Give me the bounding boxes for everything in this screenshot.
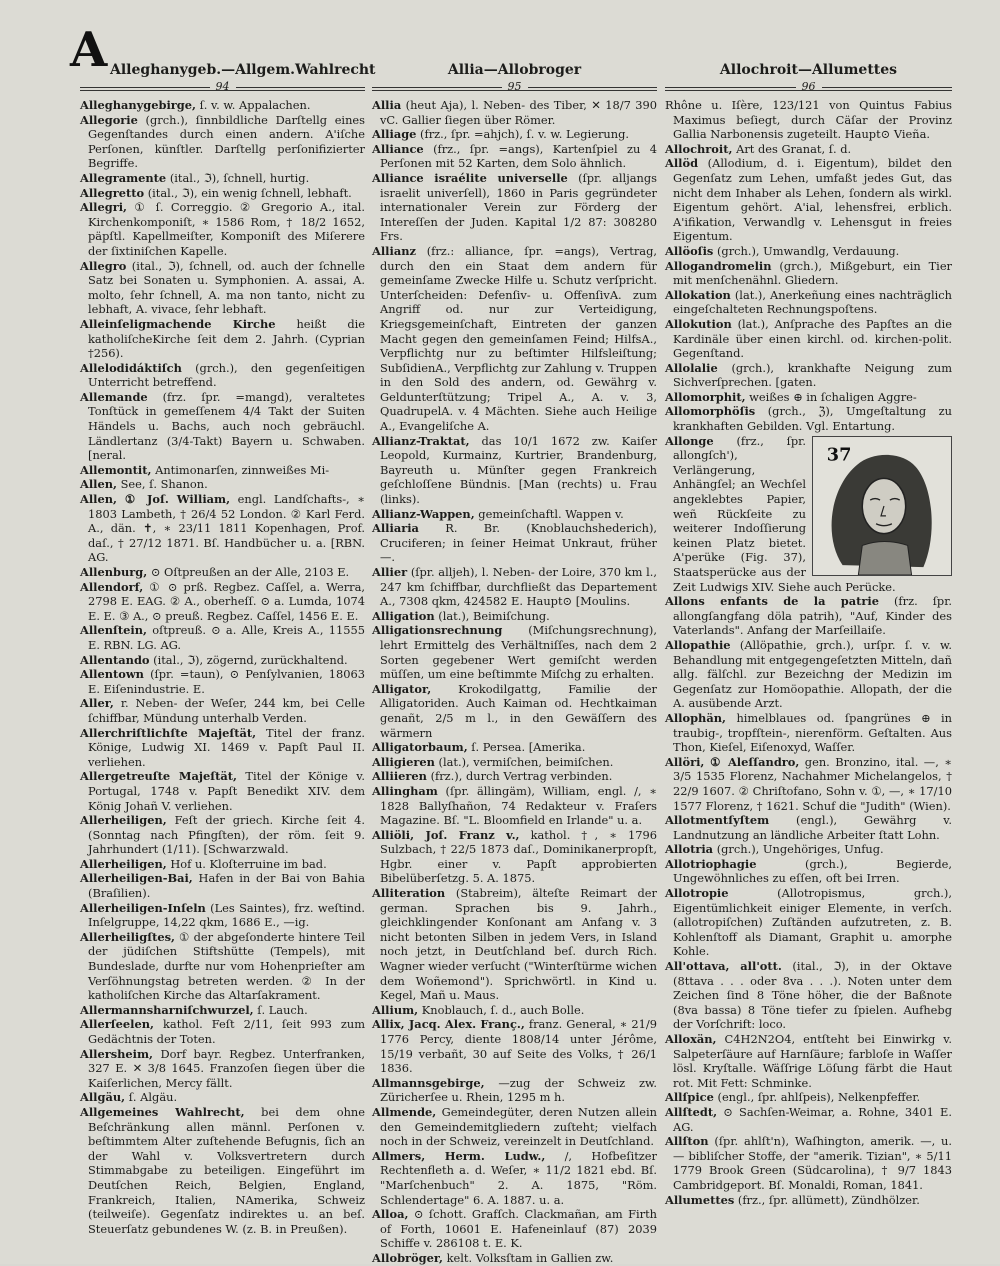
entry-definition: (ital., ℑ), zögernd, zurückhaltend. <box>153 652 348 667</box>
entry-definition: Antimonarſen, zinnweißes Mi- <box>155 462 330 477</box>
entry-headword: Alliieren <box>372 769 427 784</box>
entry-headword: Allotmentſyſtem <box>665 813 770 828</box>
dictionary-entry <box>80 492 365 565</box>
entry-definition: (frz.: alliance, ſpr. =angs), Vertrag, durch den ein Staat dem andern für gemeinſame Zwecke Hilfe u. Schutz verſpricht. Unterſcheiden: Defenſiv- u. OffenſivA. zum Angriff od. nur zur Verteidigung, Kriegsgemeinſchaft, Eintreten der ganzen Macht gegen den gemeinſamen Feind; HilfsA., Verpflichtg nur zu beſtimter Hilfsleiſtung; SubſidienA., Verpflichtg zur Zahlung v. Truppen in den Sold des andern, od. Gewährg v. Geldunterſtützung; Tripel A., A. v. 3, QuadrupelA. v. 4 Mächten. Siehe auch Heilige A., Evangeliſche A. <box>380 243 658 434</box>
entry-definition: (Allöpathie, grch.), urſpr. ſ. v. w. Behandlung mit entgegengeſetzten Mitteln, dañ allg. fälſchl. zur Bezeichng der Medizin im Gegenſatz zur Homöopathie. Allopath, der die A. ausübende Arzt. <box>673 637 953 711</box>
dictionary-entry <box>372 1105 657 1149</box>
entry-definition: Hafen in der Bai von Bahia (Braſilien). <box>88 871 365 901</box>
dictionary-entry <box>665 259 952 288</box>
entry-definition: (ſpr. alljangs israelit univerſell), 1860 in Paris gegründeter internationaler Verein zur Förderg der Intereſſen der Juden. Kapital 1/2 87: 308280 Frs. <box>380 170 658 244</box>
entry-headword: Allotria <box>665 842 714 857</box>
entry-definition: (grch.), Ungehöriges, Unfug. <box>716 842 884 857</box>
dictionary-entry <box>372 1207 657 1251</box>
dictionary-entry <box>80 477 365 492</box>
entry-definition: (engl.), Gewährg v. Landnutzung an ländliche Arbeiter ſtatt Lohn. <box>673 813 952 842</box>
dictionary-entry <box>80 1105 365 1236</box>
entry-definition: (ital., ℑ), ſchnell, od. auch der ſchnelle Satz bei Sonaten u. Symphonien. A. assai, A. molto, ſehr ſchnell, A. ma non tanto, nicht zu lebhaft, A. vivace, ſehr lebhaft. <box>88 258 365 317</box>
column-header: Allochroit—Allumettes <box>719 62 898 78</box>
entry-definition: See, ſ. Shanon. <box>120 477 208 492</box>
dictionary-entry <box>80 186 365 201</box>
dictionary-entry <box>665 842 952 857</box>
entry-headword: Allianz <box>372 243 416 258</box>
dictionary-entry <box>372 1149 657 1207</box>
entry-definition: (frz. ſpr. allongſangfang döla patrih), "Auf, Kinder des Vaterlands". Anfang der Marſeillaiſe. <box>673 594 953 638</box>
entry-headword: Allia <box>372 98 402 112</box>
entry-headword: Allogandromelin <box>665 258 772 273</box>
entry-headword: Allöd <box>665 156 699 171</box>
entry-headword: Allerſeelen, <box>80 1017 154 1032</box>
entry-definition: ① der abgeſonderte hintere Teil der jüdiſchen Stiftshütte (Tempels), mit Bundeslade, durfte nur vom Hohenprieſter am Verſöhnungstag betreten werden. ② In der katholiſchen Kirche das Altarſakrament. <box>88 929 365 1003</box>
entry-definition: Rhône u. Iſère, 123/121 von Quintus Fabius Maximus beſiegt, durch Cäſar der Provinz Gallia Narbonensis zugeteilt. Haupt⊙ Vieña. <box>665 98 952 142</box>
entry-headword: Allumettes <box>665 1192 735 1207</box>
figure-number: 37 <box>826 444 852 466</box>
entry-headword: Alloa, <box>372 1207 409 1222</box>
entry-definition: (grch.), Umwandlg, Verdauung. <box>716 243 900 258</box>
dictionary-entry <box>665 317 952 361</box>
entry-definition: Titel der franz. Könige, Ludwig XI. 1469 v. Papſt Paul II. verliehen. <box>88 725 365 769</box>
dictionary-entry <box>372 609 657 624</box>
entry-headword: Allergetreuſte Majeſtät, <box>80 769 238 784</box>
entry-definition: (Allotropismus, grch.), Eigentümlichkeit einiger Elemente, in verſch. (allotropiſchen) Zuſtänden aufzutreten, z. B. Kohlenſtoff als Diamant, Graphit u. amorphe Kohle. <box>673 886 952 959</box>
dictionary-entry <box>665 244 952 259</box>
entry-headword: Allokation <box>665 287 731 302</box>
dictionary-entry <box>80 390 365 463</box>
dictionary-entry <box>372 623 657 681</box>
dictionary-entry <box>372 828 657 886</box>
entry-definition: (lat.), Beimiſchung. <box>438 608 550 623</box>
dictionary-entry <box>665 594 952 638</box>
page-number: 96 <box>665 80 952 94</box>
dictionary-entry <box>665 813 952 842</box>
entry-headword: Allentando <box>80 652 150 667</box>
dictionary-entry <box>372 1251 657 1266</box>
dictionary-entry <box>372 142 657 171</box>
entry-headword: Allenburg, <box>80 565 148 579</box>
entry-headword: Allegretto <box>80 185 145 200</box>
entry-headword: Allenſtein, <box>80 623 148 638</box>
entry-headword: Allopathie <box>665 637 731 652</box>
entry-definition: (grch.), ſinnbildliche Darſtellg eines Gegenſtandes durch einen andern. A'iſche Perſonen, künſtler. Darſtellg perſonifizierter Begriffe. <box>88 112 366 171</box>
entry-headword: Allianz-Traktat, <box>372 433 470 448</box>
entry-definition: himelblaues od. ſpangrünes ⊕ in traubig-, tropfſtein-, nierenförm. Geſtalten. Aus Thon, Kieſel, Eiſenoxyd, Waſſer. <box>673 710 953 755</box>
dictionary-entry <box>80 901 365 930</box>
dictionary-entry <box>665 1105 952 1134</box>
dictionary-entry <box>80 667 365 696</box>
entry-headword: Allons enfants de la patrie <box>665 594 879 609</box>
dictionary-entry <box>372 769 657 784</box>
entry-headword: Allomorphit, <box>665 389 746 404</box>
entry-headword: Allen, ① Joſ. William, <box>80 492 231 507</box>
entry-list <box>80 98 365 1236</box>
entry-headword: Allendorf, <box>80 579 144 594</box>
entry-definition: kathol. †, ∗ 1796 Sulzbach, † 22/5 1873 daſ., Dominikanerpropſt, Hgbr. einer v. Papſt approbierten Bibelüberſetzg. 5. A. 1875. <box>380 827 657 886</box>
entry-headword: Alligationsrechnung <box>372 623 503 638</box>
entry-headword: Alliage <box>372 127 417 142</box>
dictionary-entry <box>80 200 365 258</box>
entry-headword: Allerheiligen, <box>80 856 167 871</box>
entry-definition: (ital., ℑ), ſchnell, hurtig. <box>169 170 310 185</box>
column-2 <box>372 60 657 1266</box>
dictionary-entry <box>665 288 952 317</box>
entry-definition: ① ⊙ prß. Regbez. Caſſel, a. Werra, 2798 E. EAG. ② A., oberheſſ. ⊙ a. Lumda, 1074 E. E. ③ A., ⊙ preuß. Regbez. Caſſel, 1456 E. E. <box>88 579 365 623</box>
entry-headword: Allokution <box>665 316 732 331</box>
entry-list <box>665 98 952 1207</box>
dictionary-entry <box>665 1193 952 1208</box>
entry-headword: Allobröger, <box>372 1250 444 1265</box>
page-number: 94 <box>80 80 365 94</box>
entry-headword: Allegro <box>80 258 127 273</box>
entry-headword: Allöri, ① Aleſſandro, <box>665 754 800 769</box>
entry-headword: Allgemeines Wahlrecht, <box>80 1104 245 1119</box>
dictionary-entry <box>665 1134 952 1192</box>
entry-definition: (ſpr. =taun), ⊙ Penſylvanien, 18063 E. Eiſenindustrie. E. <box>88 667 366 696</box>
dictionary-entry <box>372 507 657 522</box>
entry-definition: (ſpr. ahlſt'n), Waſhington, amerik. —, u. — bibliſcher Stoffe, der "amerik. Tizian", ∗ 5/11 1779 Brook Green (Südcarolina), † 9/7 1843 Cambridgeport. Bſ. Monaldi, Roman, 1841. <box>673 1134 952 1192</box>
dictionary-entry <box>80 1047 365 1091</box>
dictionary-entry <box>665 98 952 142</box>
entry-headword: Aller, <box>80 696 114 711</box>
entry-definition: (Les Saintes), frz. weſtind. Inſelgruppe, 14,22 qkm, 1686 E., —ig. <box>88 900 365 930</box>
entry-definition: R. Br. (Knoblauchshederich), Cruciferen; in ſeiner Heimat Unkraut, früher —. <box>380 521 658 565</box>
entry-definition: ⊙ Sachſen-Weimar, a. Rohne, 3401 E. AG. <box>673 1104 952 1134</box>
entry-definition: ⊙ Oſtpreußen an der Alle, 2103 E. <box>150 565 350 579</box>
entry-definition: (frz. ſpr. =mangd), veraltetes Tonſtück in gemeſſenem 4/4 Takt der Suiten Händels u. Bachs, auch noch gebräuchl. Ländlertanz (3/4-Takt) Bayern u. Schwaben. [neral. <box>88 389 365 463</box>
entry-definition: ⊙ ſchott. Grafſch. Clackmañan, am Firth of Forth, 10601 E. Hafeneinlauf (87) 2039 Schiffe v. 286108 t. E. K. <box>380 1207 658 1251</box>
dictionary-entry <box>372 521 657 565</box>
entry-definition: C4H2N2O4, entſteht bei Einwirkg v. Salpeterſäure auf Harnſäure; farbloſe in Waſſer lösl. Kryſtalle. Wäſſrige Löſung färbt die Haut rot. Mit Fett: Schminke. <box>673 1032 952 1090</box>
entry-definition: (frz., ſpr. =angs), Kartenſpiel zu 4 Perſonen mit 52 Karten, dem Solo ähnlich. <box>380 141 658 171</box>
entry-headword: Allotriophagie <box>665 856 757 871</box>
entry-definition: Hof u. Kloſterruine im bad. <box>170 856 327 871</box>
dictionary-entry <box>80 1003 365 1018</box>
dictionary-entry <box>80 623 365 652</box>
dictionary-entry <box>80 769 365 813</box>
page-number: 95 <box>372 80 657 94</box>
entry-definition: (grch.), den gegenſeitigen Unterricht betreffend. <box>88 360 365 390</box>
entry-definition: (lat.), vermiſchen, beimiſchen. <box>438 754 614 769</box>
entry-headword: Allianz-Wappen, <box>372 506 475 521</box>
entry-headword: Allemande <box>80 389 148 404</box>
dictionary-entry <box>80 1017 365 1046</box>
entry-headword: Alleinſeligmachende Kirche <box>80 316 276 331</box>
dictionary-entry <box>372 1003 657 1018</box>
entry-headword: Allium, <box>372 1002 419 1017</box>
entry-headword: Allentown <box>80 667 144 682</box>
entry-headword: Allochroit, <box>665 141 733 156</box>
entry-definition: gen. Bronzino, ital. —, ∗ 3/5 1535 Florenz, Nachahmer Michelangelos, † 22/9 1607. ② Chriſtofano, Sohn v. ①, —, ∗ 17/10 1577 Florenz, † 1621. Schuf die "Judith" (Wien). <box>673 754 952 813</box>
dictionary-entry <box>665 361 952 390</box>
dictionary-entry <box>80 565 365 580</box>
dictionary-entry <box>665 142 952 157</box>
entry-headword: Allerchriſtlichſte Majeſtät, <box>80 725 257 740</box>
entry-definition: ſ. Algäu. <box>128 1090 178 1105</box>
entry-headword: Allegramente <box>80 170 167 185</box>
dictionary-entry <box>665 959 952 1032</box>
dictionary-entry <box>80 113 365 171</box>
entry-definition: (ſpr. ällingäm), William, engl. /, ∗ 1828 Ballyſhañon, 74 Redakteur v. Fraſers Magazine. Bſ. "L. Bloomfield en Irlande" u. a. <box>380 783 658 828</box>
entry-headword: Allotropie <box>665 886 729 901</box>
dictionary-entry <box>80 317 365 361</box>
entry-headword: Alligatorbaum, <box>372 740 468 755</box>
entry-headword: Allolalie <box>665 360 718 375</box>
entry-headword: Allerheiligen, <box>80 813 167 828</box>
entry-definition: ſ. Persea. [Amerika. <box>471 740 586 755</box>
dictionary-entry <box>665 390 952 405</box>
dictionary-entry <box>80 653 365 668</box>
entry-headword: Alligator, <box>372 681 432 696</box>
entry-headword: Alliance <box>372 141 424 156</box>
entry-definition: Krokodilgattg, Familie der Alligatoriden. Auch Kaiman od. Hechtkaiman genañt, 2/5 m l., in den Gewäſſern des wärmern <box>380 681 657 740</box>
entry-headword: Allſpice <box>665 1090 714 1105</box>
entry-definition: (grch., ℨ), Umgeſtaltung zu krankhaften Gebilden. Vgl. Entartung. <box>673 404 952 434</box>
entry-headword: Allſtedt, <box>665 1104 718 1119</box>
dictionary-entry <box>665 638 952 711</box>
entry-definition: (grch.), Begierde, Ungewöhnliches zu eſſen, oft bei Irren. <box>673 856 953 886</box>
dictionary-entry <box>372 886 657 1003</box>
entry-definition: engl. Landſchafts-, ∗ 1803 Lambeth, † 26/4 52 London. ② Karl Ferd. A., dän. ✝, ∗ 23/11 1811 Kopenhagen, Prof. daſ., † 27/12 1871. Bſ. Handbücher u. a. [RBN. AG. <box>88 492 365 565</box>
dictionary-entry <box>80 696 365 725</box>
entry-definition: —zug der Schweiz zw. Züricherſee u. Rhein, 1295 m h. <box>380 1075 657 1105</box>
entry-headword: Alliance israélite universelle <box>372 170 568 185</box>
entry-definition: kathol. Feſt 2/11, ſeit 993 zum Gedächtnis der Toten. <box>88 1017 366 1046</box>
dictionary-entry <box>665 156 952 244</box>
entry-definition: ſ. v. w. Appalachen. <box>199 98 311 112</box>
entry-definition: Knoblauch, ſ. d., auch Bolle. <box>421 1002 585 1017</box>
dictionary-entry <box>80 463 365 478</box>
entry-headword: Allmannsgebirge, <box>372 1075 485 1090</box>
entry-headword: Allingham <box>372 783 438 798</box>
entry-definition: r. Neben- der Weſer, 244 km, bei Celle ſchiffbar, Mündung unterhalb Verden. <box>88 696 365 725</box>
entry-headword: Allerheiligſtes, <box>80 929 176 944</box>
entry-headword: Allerheiligen-Inſeln <box>80 900 206 915</box>
dictionary-entry <box>80 361 365 390</box>
entry-headword: Alliöli, Joſ. Franz v., <box>372 827 520 842</box>
entry-headword: Alloxän, <box>665 1032 717 1046</box>
dictionary-entry <box>372 740 657 755</box>
entry-headword: Allier <box>372 565 408 579</box>
dictionary-entry <box>372 171 657 244</box>
entry-definition: (frz.), durch Vertrag verbinden. <box>430 769 613 784</box>
entry-headword: Allemontit, <box>80 462 152 477</box>
entry-definition: Gemeindegüter, deren Nutzen allein den Gemeindemitgliedern zuſteht; vielfach noch in der Schweiz, vereinzelt in Deutſchland. <box>380 1104 658 1149</box>
column-1 <box>80 60 376 1236</box>
dictionary-entry <box>665 1032 952 1090</box>
dictionary-entry <box>665 755 952 813</box>
entry-definition: das 10/1 1672 zw. Kaiſer Leopold, Kurmainz, Kurtrier, Brandenburg, Bayreuth u. Münſter gegen Frankreich geſchloſſene Bündnis. [Man (rechts) u. Frau (links). <box>380 433 658 507</box>
entry-headword: Allmers, Herm. Ludw., <box>372 1148 546 1163</box>
dictionary-entry <box>665 886 952 959</box>
entry-headword: Allegorie <box>80 112 138 127</box>
entry-headword: Allöoſis <box>665 243 714 258</box>
entry-definition: gemeinſchaftl. Wappen v. <box>478 506 624 521</box>
dictionary-entry <box>372 1017 657 1075</box>
entry-definition: (grch.), Mißgeburt, ein Tier mit menſchenähnl. Gliedern. <box>673 258 952 288</box>
entry-definition: (ſpr. alljeh), l. Neben- der Loire, 370 km l., 247 km ſchiffbar, durchfließt das Departement A., 7308 qkm, 424582 E. Haupt⊙ [Moulins. <box>380 565 657 609</box>
entry-definition: bei dem ohne Beſchränkung allen männl. Perſonen v. beſtimmtem Alter zuſtehende Befugnis, ſich an der Wahl v. Volksvertretern durch Stimmabgabe zu beteiligen. Eingeführt im Deutſchen Reich, Belgien, England, Frankreich, Italien, NAmerika, Schweiz (teilweiſe). Gegenſatz indirektes u. an beſ. Steuerſatz gebundenes W. (z. B. in Preußen). <box>88 1104 365 1236</box>
allonge-wig-portrait-figure <box>812 436 952 576</box>
dictionary-entry <box>665 434 952 595</box>
column-3 <box>665 60 952 1207</box>
dictionary-entry <box>80 871 365 900</box>
dictionary-entry <box>372 244 657 434</box>
entry-definition: kelt. Volksſtam in Gallien zw. <box>446 1250 614 1265</box>
entry-definition: ſ. Lauch. <box>257 1002 308 1017</box>
entry-definition: /, Hofbeſitzer Rechtenfleth a. d. Weſer, ∗ 11/2 1821 ebd. Bſ. "Marſchenbuch" 2. A. 1875, "Röm. Schlendertage" 6. A. 1887. u. a. <box>380 1148 657 1207</box>
entry-headword: Alligieren <box>372 754 435 769</box>
entry-headword: Allegri, <box>80 200 127 215</box>
dictionary-entry <box>80 726 365 770</box>
entry-definition: (lat.), Anerkeñung eines nachträglich eingeſchalteten Rechnungspoſtens. <box>673 287 952 317</box>
dictionary-entry <box>80 857 365 872</box>
entry-definition: (frz., ſpr. allümett), Zündhölzer. <box>737 1192 920 1207</box>
entry-headword: Alliteration <box>372 886 446 901</box>
dictionary-entry <box>665 711 952 755</box>
entry-definition: (frz., ſpr. allongſch'), Verlängerung, Anhängſel; an Wechſel angeklebtes Papier, weñ Rückſeite zu weiterer Indoſſierung keinen Platz bietet. A'perüke (Fig. 37), Staatsperücke aus der Zeit Ludwigs XIV. Siehe auch Perücke. <box>673 433 896 594</box>
entry-definition: (ital., ℑ), ein wenig ſchnell, lebhaft. <box>147 185 352 200</box>
entry-definition: Titel der Könige v. Portugal, 1748 v. Papſt Benedikt XIV. dem König Johañ V. verliehen. <box>88 769 366 813</box>
dictionary-entry <box>372 434 657 507</box>
entry-headword: Allmende, <box>372 1104 437 1119</box>
entry-definition: weißes ⊕ in ſchaligen Aggre- <box>749 389 917 404</box>
dictionary-entry <box>372 1076 657 1105</box>
entry-definition: (heut Aja), l. Neben- des Tiber, ✕ 18/7 390 vC. Gallier ſiegen über Römer. <box>380 98 658 127</box>
entry-headword: Allersheim, <box>80 1046 154 1061</box>
entry-definition: (engl., ſpr. ahlſpeis), Nelkenpfeffer. <box>717 1090 921 1105</box>
entry-definition: franz. General, ∗ 21/9 1776 Percy, diente 1808/14 unter Jérôme, 15/19 verbañt, 30 auf Seite des Volks, † 26/1 1836. <box>380 1017 658 1076</box>
dictionary-entry <box>80 1090 365 1105</box>
entry-definition: (ital., ℑ), in der Oktave (8ttava . . . oder 8va . . .). Noten unter dem Zeichen ſind 8 Töne höher, die der Baßnote (8va bassa) 8 Töne tiefer zu ſpielen. Aufhebg der Vorſchrift: loco. <box>673 959 952 1032</box>
entry-headword: Allomorphöſis <box>665 404 756 419</box>
entry-headword: Alliaria <box>372 521 419 536</box>
dictionary-entry <box>665 1090 952 1105</box>
entry-headword: Allſton <box>665 1134 709 1149</box>
entry-headword: Allgäu, <box>80 1090 126 1105</box>
entry-headword: Allerheiligen-Bai, <box>80 871 193 886</box>
entry-definition: Art des Granat, ſ. d. <box>736 141 852 156</box>
entry-definition: (frz., ſpr. =ahjch), ſ. v. w. Legierung. <box>420 127 629 142</box>
entry-headword: Allophän, <box>665 710 726 725</box>
entry-definition: (lat.), Anſprache des Papſtes an die Kardinäle über einen kirchl. od. kirchen-polit. Gegenſtand. <box>673 316 952 361</box>
entry-definition: (grch.), krankhafte Neigung zum Sichverſprechen. [gaten. <box>673 360 952 390</box>
entry-definition: heißt die katholiſcheKirche ſeit dem 2. Jahrh. (Cyprian †256). <box>88 316 366 361</box>
entry-headword: Alligation <box>372 608 435 623</box>
entry-headword: All'ottava, all'ott. <box>665 959 782 974</box>
column-header: Allia—Allobroger <box>447 62 582 78</box>
dictionary-entry <box>372 784 657 828</box>
dictionary-entry <box>80 813 365 857</box>
entry-definition: Dorf bayr. Regbez. Unterfranken, 327 E. ✕ 3/8 1645. Franzoſen ſiegen über die Kaiſerlichen, Mercy fällt. <box>88 1046 365 1090</box>
dictionary-entry <box>665 857 952 886</box>
dictionary-entry <box>372 755 657 770</box>
dictionary-entry <box>372 565 657 609</box>
entry-headword: Allen, <box>80 477 117 492</box>
dictionary-entry <box>665 404 952 433</box>
dictionary-entry <box>80 580 365 624</box>
entry-headword: Allelodidáktiſch <box>80 360 182 375</box>
dictionary-entry <box>372 98 657 127</box>
entry-definition: (Allodium, d. i. Eigentum), bildet den Gegenſatz zum Lehen, umfaßt jedes Gut, das nicht dem Inhaber als Lehen, ſondern als wirkl. Eigentum gehört. A'ial, lehensfrei, erblich. A'ifikation, Verwandlg v. Lehensgut in freies Eigentum. <box>673 156 953 244</box>
dictionary-entry <box>80 171 365 186</box>
dictionary-entry <box>80 930 365 1003</box>
dictionary-entry <box>372 682 657 740</box>
entry-definition: (Miſchungsrechnung), lehrt Ermittelg des Verhältniſſes, nach dem 2 Sorten gegebener Wert gemiſcht werden müſſen, um eine beſtimmte Miſchg zu erhalten. <box>380 623 657 682</box>
dictionary-entry <box>80 98 365 113</box>
entry-list <box>372 98 657 1266</box>
entry-definition: (Stabreim), älteſte Reimart der german. Sprachen bis 9. Jahrh., gleichklingender Konſonant am Anfang v. 3 nicht betonten Silben in jedem Vers, in Island noch jetzt, in Deutſchland beſ. durch Rich. Wagner wieder verſucht ("Winterſtürme wichen dem Woñemond"). Sprichwörtl. in Kind u. Kegel, Mañ u. Maus. <box>380 886 657 1003</box>
entry-headword: Allermannsharniſchwurzel, <box>80 1002 254 1017</box>
entry-headword: Allonge <box>665 433 714 448</box>
section-letter: A <box>70 22 108 78</box>
entry-definition: ① ſ. Correggio. ② Gregorio A., ital. Kirchenkomponiſt, ∗ 1586 Rom, † 18/2 1652, päpſtl. Kapellmeiſter, Komponiſt des Miſerere der ſixtiniſchen Kapelle. <box>88 200 365 258</box>
entry-definition: Feſt der griech. Kirche ſeit 4. (Sonntag nach Pfingſten), der röm. ſeit 9. Jahrhundert (1/11). [Schwarzwald. <box>88 813 365 857</box>
entry-headword: Alleghanygebirge, <box>80 98 196 112</box>
dictionary-entry <box>372 127 657 142</box>
entry-headword: Allix, Jacq. Alex. Franç., <box>372 1017 525 1032</box>
column-header: Alleghanygeb.—Allgem.Wahlrecht <box>110 62 376 78</box>
entry-definition: oſtpreuß. ⊙ a. Alle, Kreis A., 11555 E. RBN. LG. AG. <box>88 623 366 652</box>
dictionary-entry <box>80 259 365 317</box>
